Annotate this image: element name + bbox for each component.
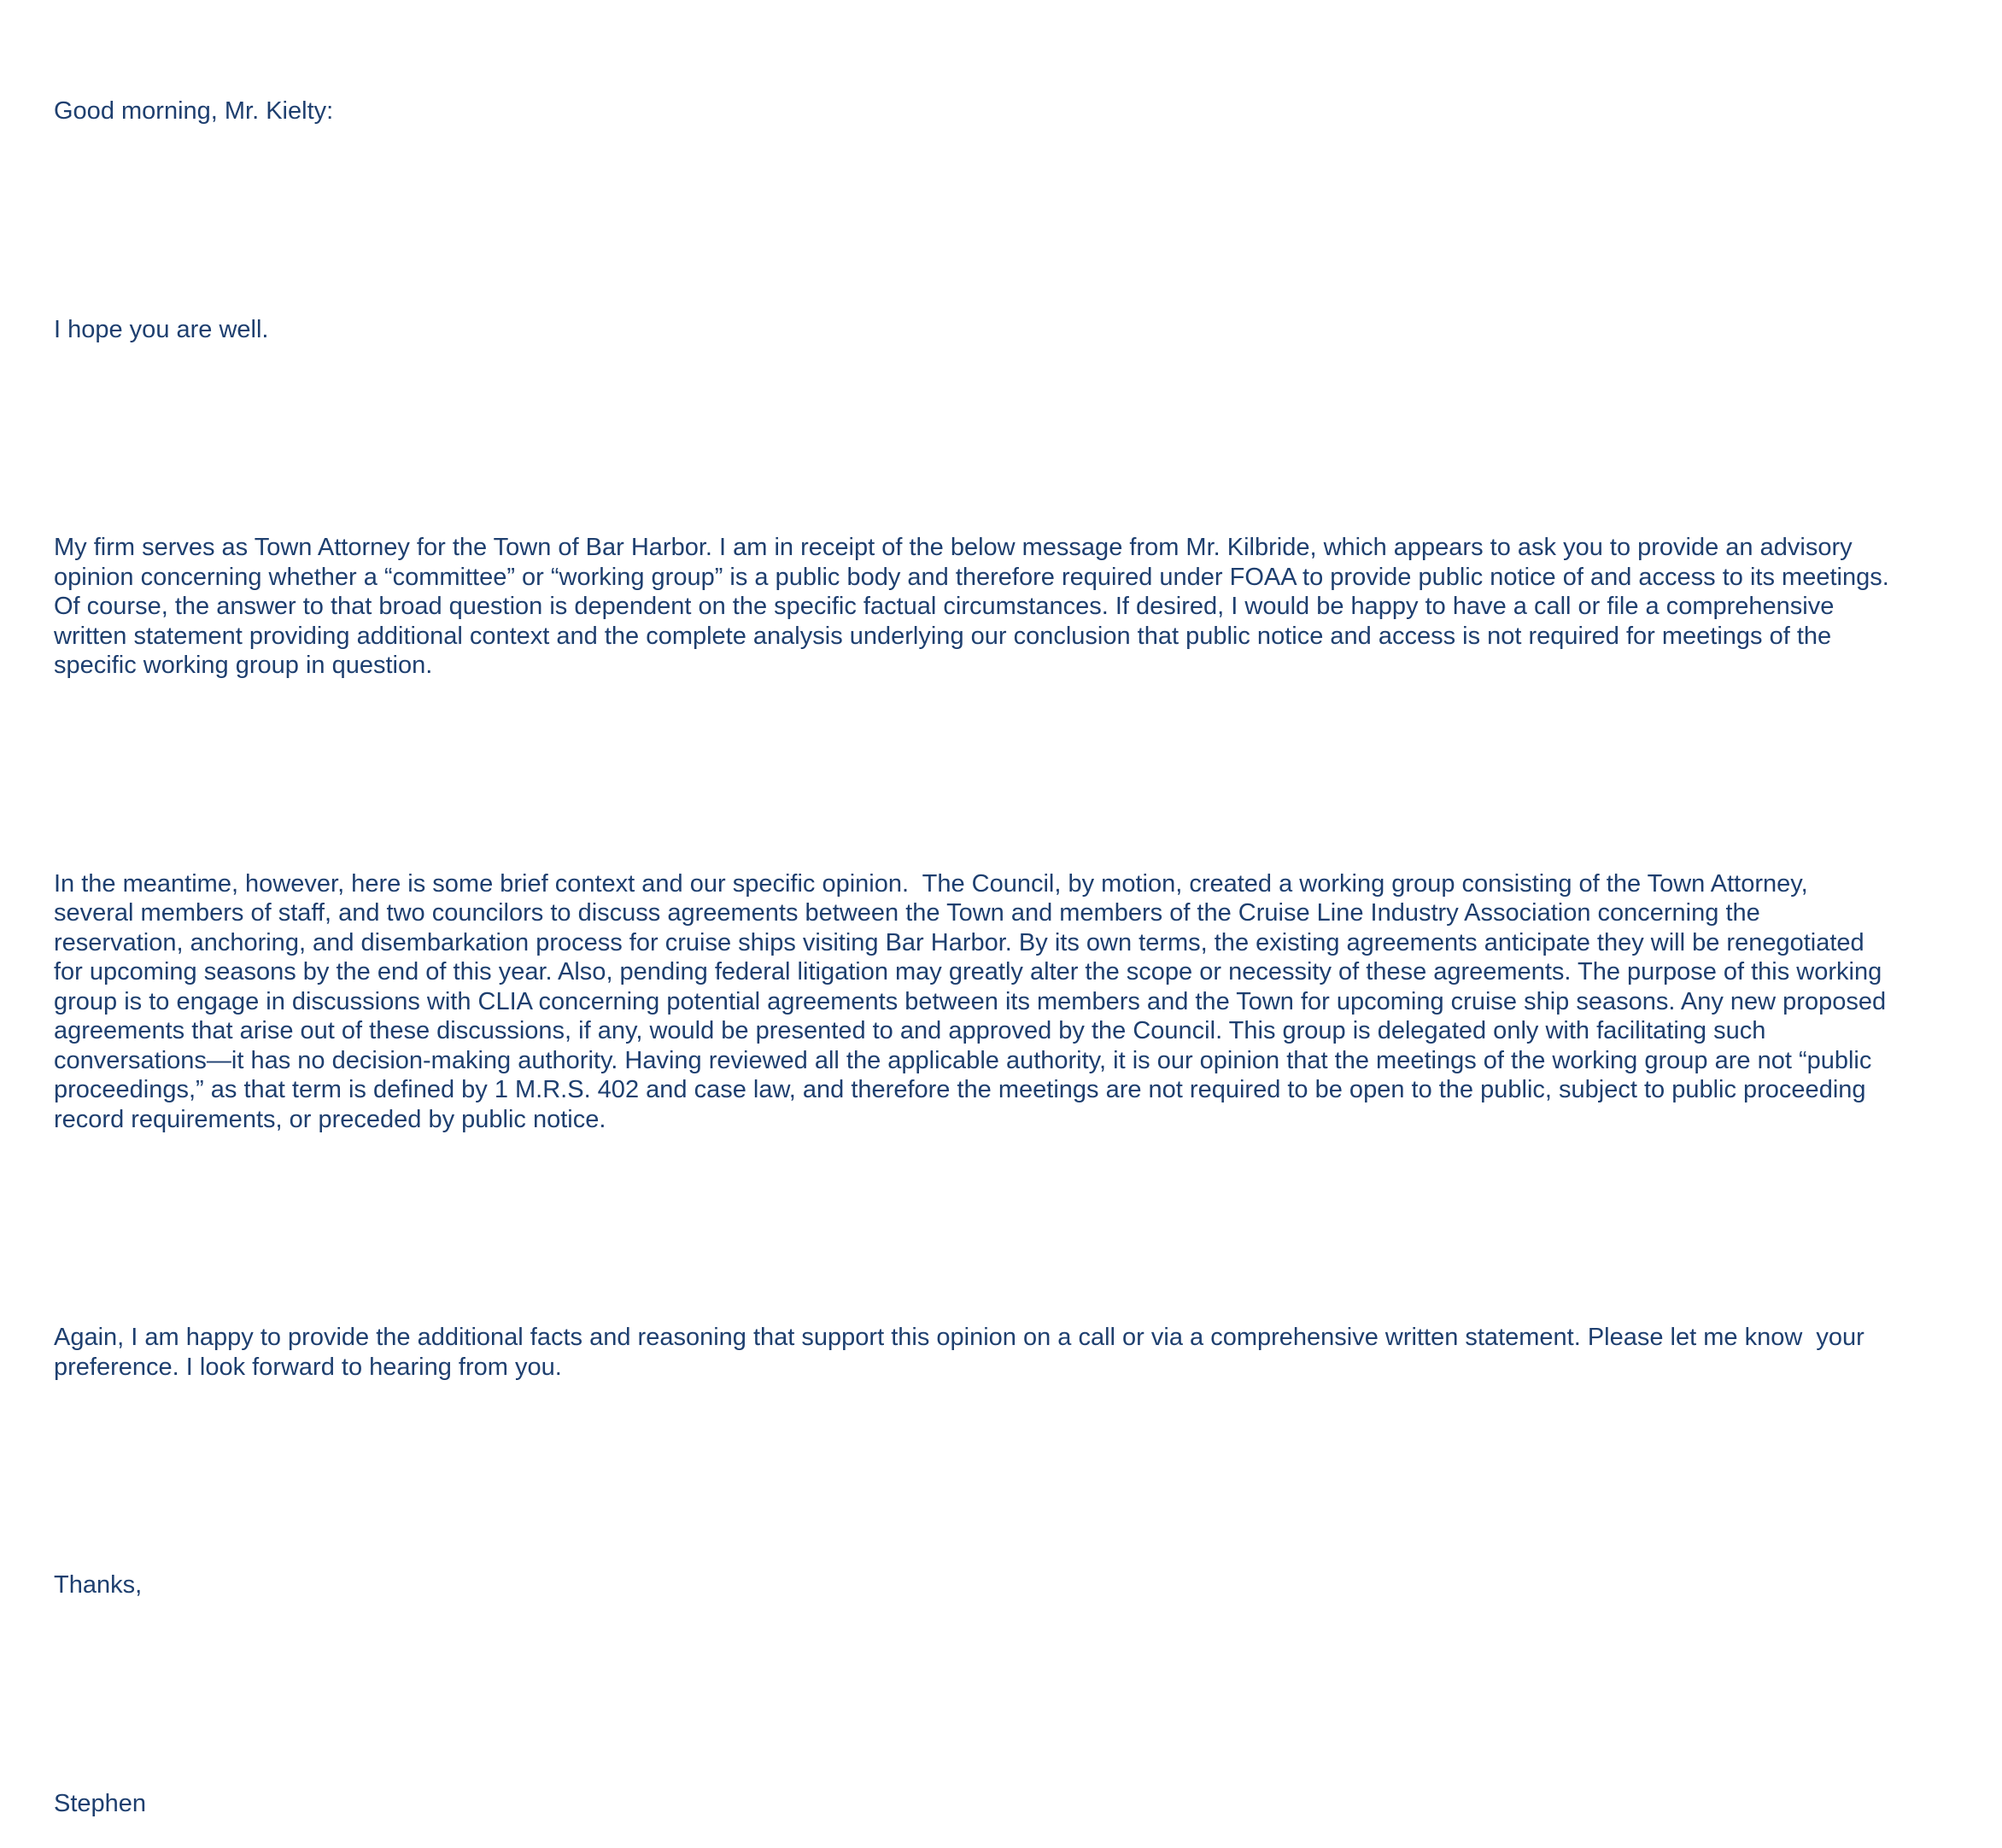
- paragraph-gap: [54, 403, 1984, 474]
- signature: Stephen: [54, 1789, 147, 1817]
- email-body: [54, 38, 1984, 1848]
- paragraph: My firm serves as Town Attorney for the Town of Bar Harbor. I am in receipt of the below message from Mr. Kilbride, which appears to ask you to provide an advisory opinion concerning whether a “committee” or “working group” is a public body and therefore required under FOAA to provide public notice of and access to its meetings. Of course, the answer to that broad question is dependent on the specific factual circumstances. If desired, I would be happy to have a call or file a comprehensive written statement providing additional context and the complete analysis underlying our conclusion that public notice and access is not required for meetings of the specific working group in question.: [54, 534, 1889, 679]
- paragraph: Again, I am happy to provide the additional facts and reasoning that support this opinion on a call or via a comprehensive written statement. Please let me know your preference. I look forward to hearing from you.: [54, 1324, 1864, 1381]
- closing: Thanks,: [54, 1571, 143, 1599]
- paragraph-gap: [54, 185, 1984, 256]
- paragraph: I hope you are well.: [54, 315, 269, 343]
- paragraph: In the meantime, however, here is some brief context and our specific opinion. The Council, by motion, created a working group consisting of the Town Attorney, several members of staff, and two councilors to discuss agreements between the Town and members of the Cruise Line Industry Association concerning the reservation, anchoring, and disembarkation process for cruise ships visiting Bar Harbor. By its own terms, the existing agreements anticipate they will be renegotiated for upcoming seasons by the end of this year. Also, pending federal litigation may greatly alter the scope or necessity of these agreements. The purpose of this working group is to engage in discussions with CLIA concerning potential agreements between its members and the Town for upcoming cruise ship seasons. Any new proposed agreements that arise out of these discussions, if any, would be presented to and approved by the Council. This group is delegated only with facilitating such conversations—it has no decision-making authority. Having reviewed all the applicable authority, it is our opinion that the meetings of the working group are not “public proceedings,” as that term is defined by 1 M.R.S. 402 and case law, and therefore the meetings are not required to be open to the public, subject to public proceeding record requirements, or preceded by public notice.: [54, 869, 1887, 1133]
- paragraph-gap: [54, 1441, 1984, 1512]
- paragraph-gap: [54, 1659, 1984, 1730]
- paragraph-gap: [54, 740, 1984, 810]
- paragraph-gap: [54, 1193, 1984, 1264]
- greeting: Good morning, Mr. Kielty:: [54, 97, 334, 125]
